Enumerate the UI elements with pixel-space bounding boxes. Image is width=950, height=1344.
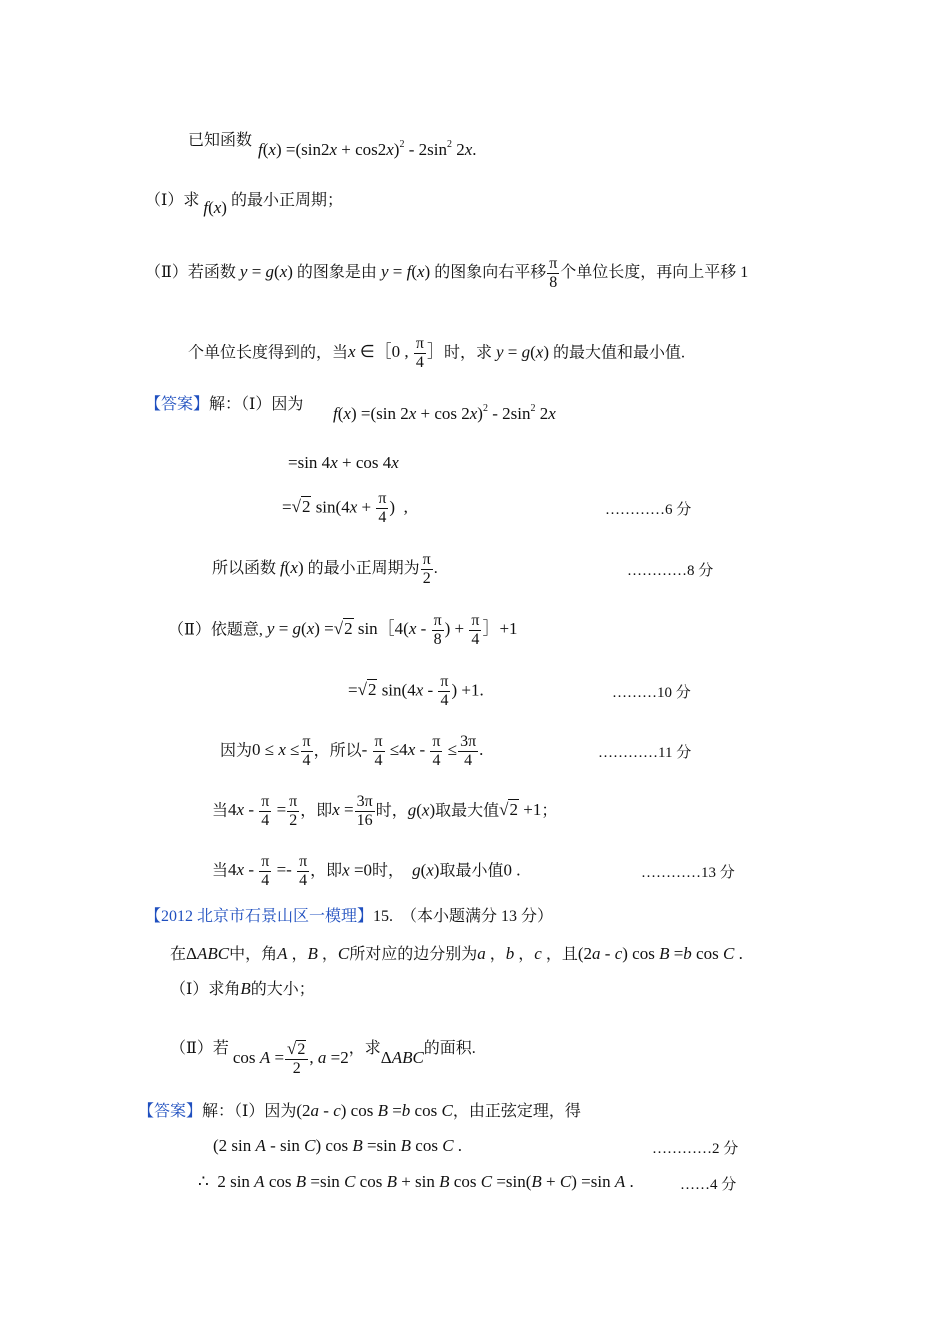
score-4: ……4 分 (680, 1177, 737, 1193)
score-13: …………13 分 (641, 865, 735, 881)
problem2-q1: （Ⅰ）求角B的大小； (170, 979, 315, 998)
problem1-part2: （Ⅱ）若函数 y = g(x) 的图象是由 y = f(x) 的图象向右平移 $\frac{\pi}{8}$ 个单位长度，再向上平移 1 (145, 255, 749, 291)
score-10: ………10 分 (612, 685, 691, 701)
score-6: …………6 分 (605, 502, 692, 518)
problem2-header: 【2012 北京市石景山区一模理】15. （本小题满分 13 分） (145, 908, 554, 925)
score-2: …………2 分 (652, 1141, 739, 1157)
answer1-step2: =√2 sin(4x + $\frac{\pi}{4}$ ) , (282, 490, 408, 526)
answer1-head: 【答案】解：（Ⅰ）因为 (145, 396, 304, 413)
score-11: …………11 分 (598, 745, 692, 761)
answer1-min: 当4x - $\frac{\pi}{4}$ =- $\frac{\pi}{4}$ ，即x =0时， g(x)取最小值0 . (212, 853, 521, 889)
problem1-function: $f(x) =(\sin 2x + \cos 2x)^2 - 2\sin^2$ 2x. (258, 139, 477, 159)
answer1-range: 因为0 ≤ x ≤ $\frac{\pi}{4}$ ，所以- $\frac{\pi}{4}$ ≤4x - $\frac{\pi}{4}$ ≤ $\frac{3\pi}{4}$ . (220, 733, 484, 769)
answer1-period: 所以函数 f(x) 的最小正周期为 $\frac{\pi}{2}$ . (212, 551, 438, 587)
answer1-step1: =sin 4x + cos 4x (288, 453, 399, 472)
answer2-step1: (2 sin A - sin C) cos B =sin B cos C . (213, 1136, 463, 1155)
answer1-expr: f(x) =(sin $2x + \cos 2x)^2 - 2\sin^2$ 2x (333, 403, 556, 423)
problem1-part1: （Ⅰ）求 f(x) 的最小正周期； (145, 192, 343, 217)
answer2-step2: ∴ 2 sin A cos B =sin C cos B + sin B cos C =sin(B + C) =sin A . (198, 1172, 634, 1191)
problem2-stem: 在ΔABC中，角A ，B ，C所对应的边分别为a ，b ，c ，且(2a - c) cos B =b cos C . (170, 944, 743, 963)
answer1-part2-step: =√2 sin(4x - $\frac{\pi}{4}$ ) +1. (348, 673, 484, 709)
problem1-intro: 已知函数 (188, 132, 253, 149)
answer2-head: 【答案】解：（Ⅰ）因为(2a - c) cos B =b cos C，由正弦定理，得 (138, 1101, 581, 1120)
score-8: …………8 分 (627, 563, 714, 579)
answer1-part2: （Ⅱ）依题意, y = g(x) =√2 sin［4(x - $\frac{\pi}{8}$ ) + $\frac{\pi}{4}$ ］+1 (168, 612, 518, 648)
problem2-q2: （Ⅱ）若 cos A = $\frac{√2}{2}$ , a =2，求ΔABC的面积. (170, 1039, 476, 1077)
answer1-max: 当4x - $\frac{\pi}{4}$ = $\frac{\pi}{2}$ ，即x = $\frac{3\pi}{16}$ 时，g(x)取最大值√2 +1； (212, 793, 558, 829)
problem1-part2-cont: 个单位长度得到的，当x ∈［0 , $\frac{\pi}{4}$ ］时，求 y = g(x) 的最大值和最小值. (188, 335, 686, 371)
